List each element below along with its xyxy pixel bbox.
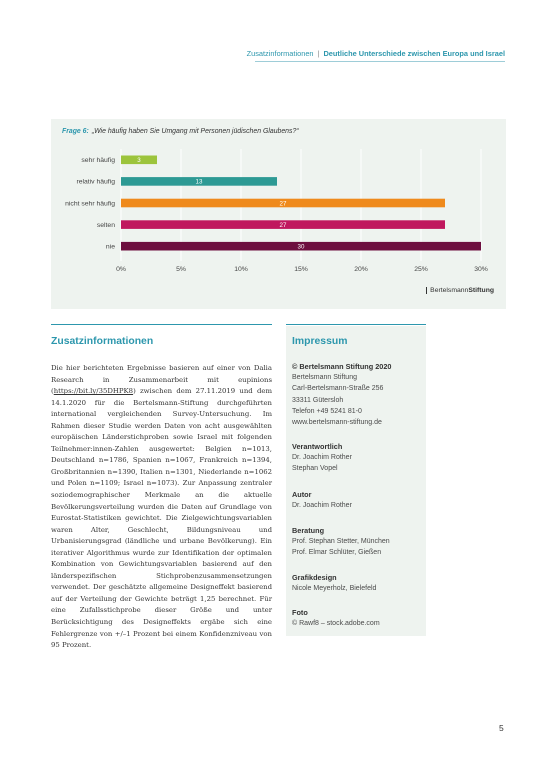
impressum-autor	[292, 489, 424, 511]
address-line: Carl-Bertelsmann-Straße 256	[292, 385, 384, 393]
bar-value-label: 27	[279, 200, 287, 208]
verantwortlich-name: Dr. Joachim Rother	[292, 454, 352, 461]
address-line: Telefon +49 5241 81-0	[292, 407, 362, 415]
running-header	[247, 49, 505, 58]
address-website[interactable]: www.bertelsmann-stiftung.de	[292, 419, 382, 427]
grafik-heading: Grafikdesign	[292, 573, 337, 582]
figure-box	[51, 119, 506, 309]
running-header-rule	[255, 61, 505, 62]
autor-heading: Autor	[292, 490, 312, 499]
foto-credit: © Rawf8 – stock.adobe.com	[292, 620, 380, 627]
zusatz-title: Zusatzinformationen	[51, 336, 154, 347]
category-label: sehr häufig	[81, 157, 115, 165]
impressum-title: Impressum	[292, 336, 348, 347]
impressum-rule	[286, 324, 426, 325]
verantwortlich-heading: Verantwortlich	[292, 442, 343, 451]
bar-chart	[51, 119, 506, 309]
x-tick-label: 0%	[116, 266, 126, 273]
zusatz-text-1: Die hier berichteten Ergebnisse basieren auf einer von Dalia Research in Zusammenarbeit mit eupinions (	[51, 364, 272, 396]
grafik-name: Nicole Meyerholz, Bielefeld	[292, 585, 377, 592]
address-line: 33311 Gütersloh	[292, 396, 344, 404]
x-tick-label: 15%	[294, 266, 308, 273]
impressum-publisher	[292, 361, 424, 428]
foto-heading: Foto	[292, 608, 308, 617]
category-label: selten	[96, 221, 115, 229]
category-label: nie	[105, 243, 115, 251]
impressum-box	[286, 326, 426, 636]
category-label: nicht sehr häufig	[65, 200, 115, 208]
question-number: Frage 6:	[62, 128, 89, 135]
zusatz-rule	[51, 324, 272, 325]
impressum-foto	[292, 607, 424, 629]
x-tick-label: 30%	[474, 266, 488, 273]
bar-value-label: 13	[195, 178, 203, 186]
bar-value-label: 30	[297, 243, 305, 251]
x-tick-label: 10%	[234, 266, 248, 273]
bar-value-label: 3	[137, 157, 141, 165]
beratung-heading: Beratung	[292, 526, 325, 535]
autor-name: Dr. Joachim Rother	[292, 502, 352, 509]
beratung-name: Prof. Elmar Schlüter, Gießen	[292, 549, 382, 557]
x-tick-label: 20%	[354, 266, 368, 273]
impressum-verantwortlich	[292, 441, 424, 475]
beratung-name: Prof. Stephan Stetter, München	[292, 538, 390, 545]
zusatz-body	[51, 363, 272, 652]
impressum-beratung	[292, 525, 424, 559]
zusatz-text-2: ) zwischen dem 27.11.2019 und dem 14.1.2020 für die Bertelsmann-Stiftung durchgeführten international vergleichenden Survey-Untersuchung. Im Rahmen dieser Studie werden Daten von acht ausgewählten europäischen Länderstichproben sowie Israel mit folgenden Teilnehmer:innen-Zahlen ausgewertet: Belgien n=1013, Deutschland n=1786, Spanien n=1067, Frankreich n=1394, Großbritannien n=1390, Italien n=1301, Niederlande n=1062 und Polen n=1109; Israel n=1073). Zur Anpassung zentraler soziodemographischer Merkmale an die aktuelle Bevölkerungsverteilung wurden die Daten auf Grundlage von Eurostat-Statistiken gewichtet. Die Zielgewichtungsvariablen waren Alter, Geschlecht, Bildungsniveau und Urbanisierungsgrad (ländliche und urbane Bevölkerung). Ein iterativer Algorithmus wurde zur Identifikation der optimalen Kombination von Gewichtungsvariablen basierend auf den länderspezifischen Stichprobenzusammensetzungen verwendet. Der geschätzte allgemeine Designeffekt basierend auf der Verteilung der Gewichte beträgt 1,25 berechnet. Für eine Zufallsstichprobe dieser Größe und unter Berücksichtigung des Designeffekts ergäbe sich eine Fehlergrenze von +/–1 Prozent bei einem Konfidenzniveau von 95 Prozent.	[51, 387, 272, 650]
credit-prefix: Bertelsmann	[430, 287, 469, 294]
x-tick-label: 5%	[176, 266, 186, 273]
impressum-copyright: © Bertelsmann Stiftung 2020	[292, 362, 392, 371]
running-header-title: Deutliche Unterschiede zwischen Europa und Israel	[323, 49, 505, 58]
figure-credit	[426, 287, 494, 294]
x-tick-label: 25%	[414, 266, 428, 273]
verantwortlich-name: Stephan Vopel	[292, 465, 338, 473]
category-label: relativ häufig	[76, 178, 115, 186]
question-text: „Wie häufig haben Sie Umgang mit Personen jüdischen Glaubens?“	[91, 128, 299, 135]
running-header-separator: |	[317, 49, 320, 58]
page-number: 5	[499, 723, 504, 733]
impressum-grafik	[292, 572, 424, 594]
running-header-section: Zusatzinformationen	[246, 49, 314, 58]
zusatz-link[interactable]: https://bit.ly/35DHPK8	[53, 387, 134, 396]
bar-value-label: 27	[279, 221, 287, 229]
address-line: Bertelsmann Stiftung	[292, 374, 357, 381]
credit-bold: Stiftung	[468, 287, 494, 294]
